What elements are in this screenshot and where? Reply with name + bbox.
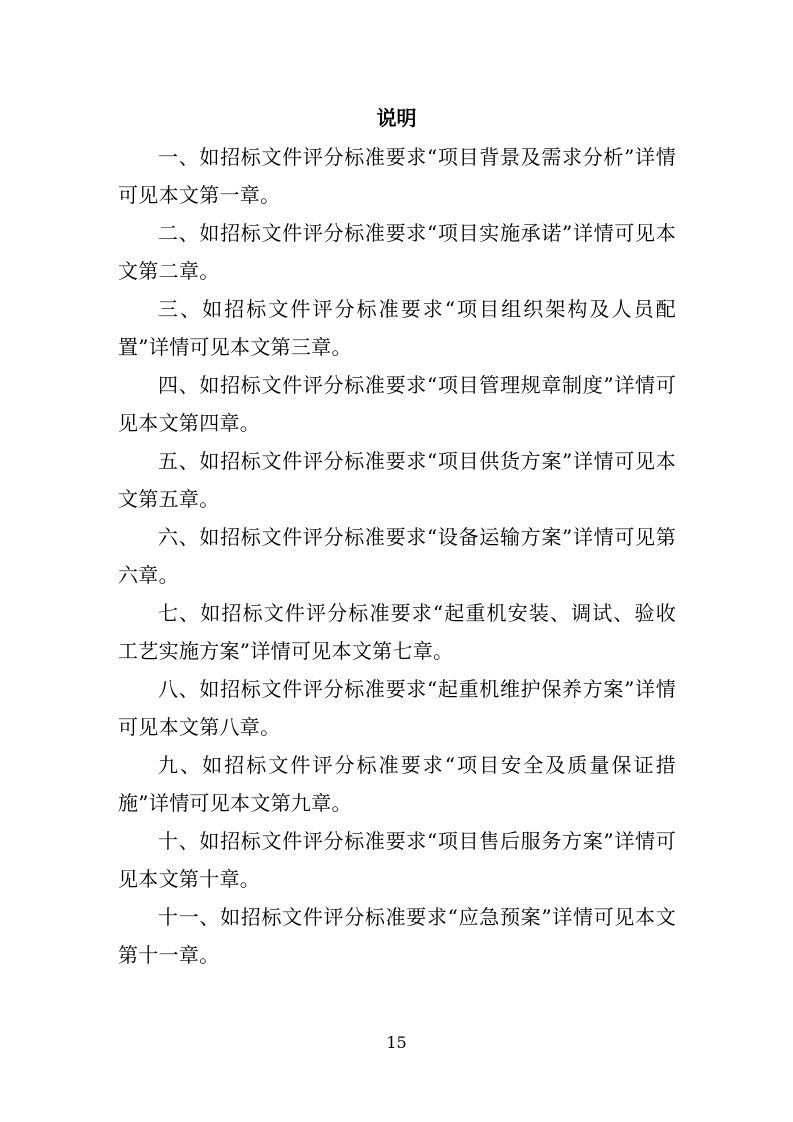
paragraph-1: 一、如招标文件评分标准要求“项目背景及需求分析”详情可见本文第一章。 [118, 145, 676, 207]
paragraph-5: 五、如招标文件评分标准要求“项目供货方案”详情可见本文第五章。 [118, 449, 676, 511]
paragraph-10: 十、如招标文件评分标准要求“项目售后服务方案”详情可见本文第十章。 [118, 829, 676, 891]
paragraph-7: 七、如招标文件评分标准要求“起重机安装、调试、验收工艺实施方案”详情可见本文第七章。 [118, 601, 676, 663]
paragraph-3: 三、如招标文件评分标准要求“项目组织架构及人员配置”详情可见本文第三章。 [118, 297, 676, 359]
paragraph-4: 四、如招标文件评分标准要求“项目管理规章制度”详情可见本文第四章。 [118, 373, 676, 435]
paragraph-11: 十一、如招标文件评分标准要求“应急预案”详情可见本文第十一章。 [118, 905, 676, 967]
paragraph-6: 六、如招标文件评分标准要求“设备运输方案”详情可见第六章。 [118, 525, 676, 587]
document-body [118, 138, 676, 974]
paragraph-9: 九、如招标文件评分标准要求“项目安全及质量保证措施”详情可见本文第九章。 [118, 753, 676, 815]
page-title: 说明 [376, 106, 417, 130]
page-number: 15 [386, 1033, 407, 1052]
paragraph-8: 八、如招标文件评分标准要求“起重机维护保养方案”详情可见本文第八章。 [118, 677, 676, 739]
paragraph-2: 二、如招标文件评分标准要求“项目实施承诺”详情可见本文第二章。 [118, 221, 676, 283]
